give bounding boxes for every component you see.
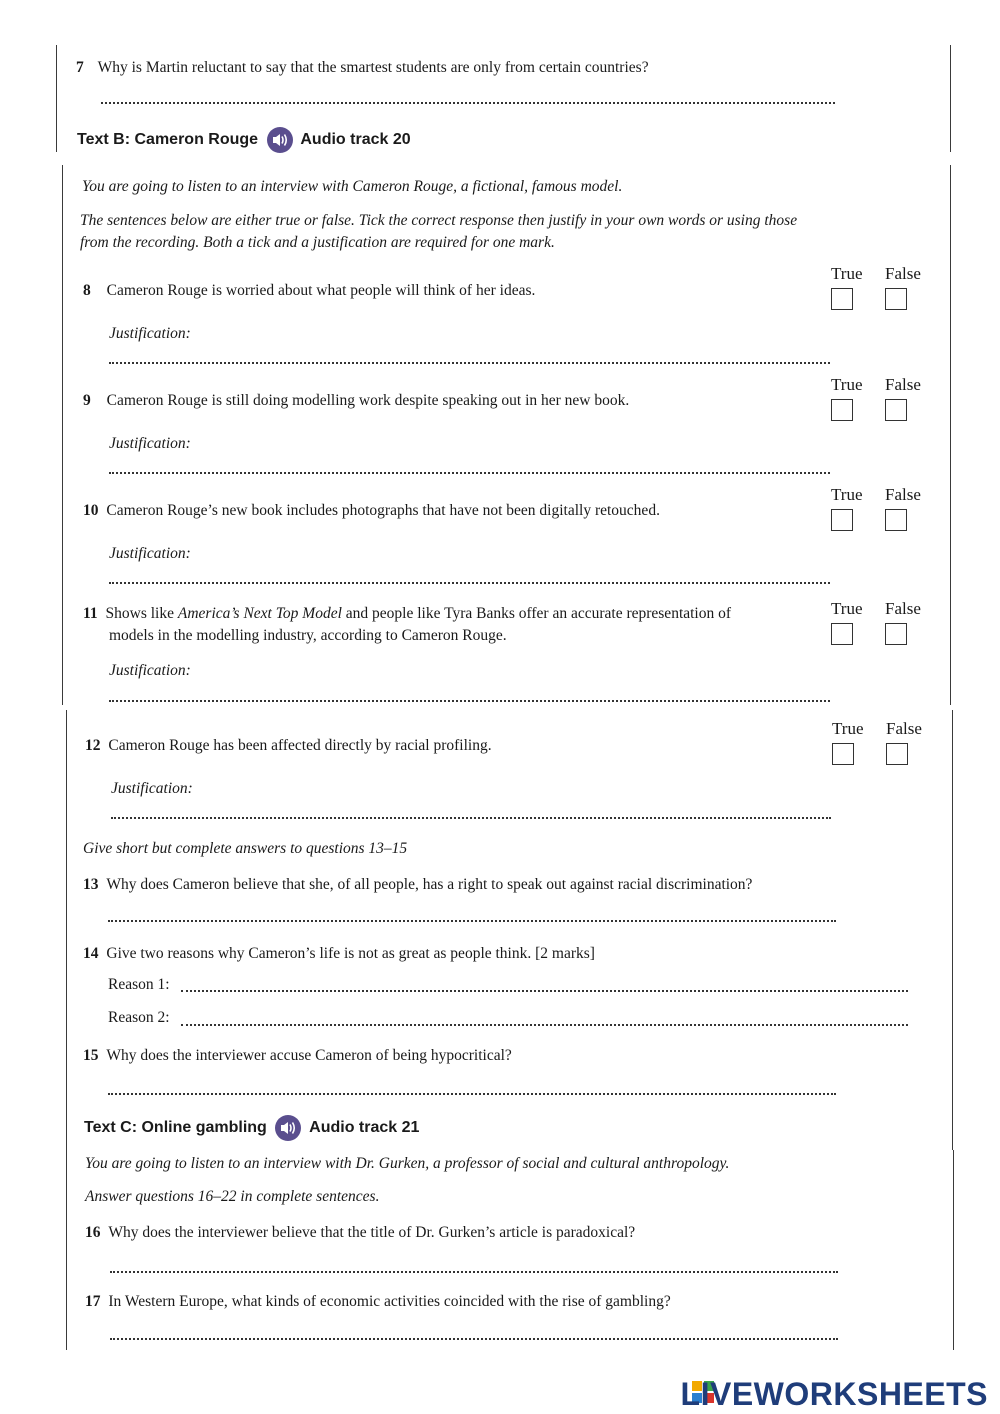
section-title: Text C: Online gambling [84,1119,267,1137]
section-title: Text B: Cameron Rouge [77,131,259,149]
true-label: True [831,264,863,283]
instruction-text: You are going to listen to an interview with Dr. Gurken, a professor of social and cultural anthropology. [85,1155,730,1172]
question-text: Why does Cameron believe that she, of all people, has a right to speak out against racial discrimination? [106,876,753,893]
false-checkbox-9[interactable] [885,399,907,421]
instruction-text: Give short but complete answers to questions 13–15 [83,840,408,857]
speaker-icon[interactable] [267,127,293,153]
answer-line-16[interactable] [110,1271,838,1273]
justification-line-9[interactable] [109,472,830,474]
false-checkbox-8[interactable] [885,288,907,310]
answer-line-13[interactable] [108,920,836,922]
audio-track-label: Audio track 20 [300,131,411,149]
question-number: 13 [83,876,99,893]
false-checkbox-10[interactable] [885,509,907,531]
question-12 [85,735,492,757]
false-label: False [885,599,921,618]
question-17 [85,1291,671,1313]
section-heading-text-c [84,1115,419,1141]
false-label: False [885,485,921,504]
question-14 [83,943,595,965]
question-text: Cameron Rouge has been affected directly by racial profiling. [108,737,492,754]
question-16 [85,1222,635,1244]
question-10 [83,500,660,522]
true-label: True [831,599,863,618]
reason-1-label: Reason 1: [108,976,170,993]
question-8 [83,280,535,302]
true-checkbox-8[interactable] [831,288,853,310]
justification-label: Justification: [109,325,191,342]
justification-line-8[interactable] [109,362,830,364]
false-label: False [886,719,922,738]
answer-line-15[interactable] [108,1093,836,1095]
question-9 [83,390,629,412]
question-number: 7 [76,59,84,76]
reason-2-label: Reason 2: [108,1009,170,1026]
false-checkbox-11[interactable] [885,623,907,645]
answer-line-17[interactable] [110,1338,838,1340]
justification-label: Justification: [109,662,191,679]
instruction-text: Answer questions 16–22 in complete sentences. [85,1188,380,1205]
audio-track-label: Audio track 21 [309,1119,420,1137]
true-checkbox-10[interactable] [831,509,853,531]
border-line [953,1150,954,1350]
question-text: In Western Europe, what kinds of economic activities coincided with the rise of gambling? [108,1293,671,1310]
question-number: 17 [85,1293,101,1310]
border-line [66,710,67,1150]
question-11-line-2: models in the modelling industry, according to Cameron Rouge. [109,627,507,644]
instruction-text: The sentences below are either true or false. Tick the correct response then justify in your own words or using those [80,212,798,229]
justification-line-10[interactable] [109,582,830,584]
false-label: False [885,375,921,394]
question-number: 10 [83,502,99,519]
instruction-text: from the recording. Both a tick and a justification are required for one mark. [80,234,555,251]
question-13 [83,874,752,896]
answer-line-7[interactable] [101,102,835,104]
true-checkbox-12[interactable] [832,743,854,765]
false-label: False [885,264,921,283]
question-text [106,605,732,622]
border-line [950,45,951,152]
question-text: Cameron Rouge’s new book includes photographs that have not been digitally retouched. [106,502,660,519]
reason-1-line[interactable] [181,990,908,992]
question-text-part: Shows like [105,605,178,622]
justification-line-12[interactable] [111,817,831,819]
question-number: 11 [83,605,98,622]
reason-2-line[interactable] [181,1024,908,1026]
border-line [66,1150,67,1350]
brand-logo-text: LIVEWORKSHEETS [680,1376,988,1412]
question-number: 12 [85,737,101,754]
question-15 [83,1045,512,1067]
justification-label: Justification: [109,545,191,562]
question-number: 9 [83,392,91,409]
question-text: Why does the interviewer accuse Cameron of being hypocritical? [106,1047,512,1064]
question-number: 15 [83,1047,99,1064]
border-line [62,165,63,705]
justification-label: Justification: [109,435,191,452]
true-label: True [831,375,863,394]
question-number: 16 [85,1224,101,1241]
question-text-part: and people like Tyra Banks offer an accurate representation of [341,605,732,622]
border-line [952,710,953,1150]
question-text: Why is Martin reluctant to say that the smartest students are only from certain countries? [97,59,649,76]
question-11 [83,603,823,625]
true-label: True [831,485,863,504]
section-heading-text-b [77,127,411,153]
instruction-text: You are going to listen to an interview with Cameron Rouge, a fictional, famous model. [82,178,623,195]
true-checkbox-11[interactable] [831,623,853,645]
question-number: 8 [83,282,91,299]
justification-line-11[interactable] [109,700,830,702]
question-number: 14 [83,945,99,962]
border-line [56,45,57,152]
question-text: Cameron Rouge is still doing modelling work despite speaking out in her new book. [106,392,630,409]
question-7 [76,57,649,79]
false-checkbox-12[interactable] [886,743,908,765]
true-label: True [832,719,864,738]
question-text: Cameron Rouge is worried about what people will think of her ideas. [106,282,536,299]
show-title: America’s Next Top Model [177,605,342,622]
border-line [950,165,951,705]
question-text: Why does the interviewer believe that the title of Dr. Gurken’s article is paradoxical? [108,1224,636,1241]
true-checkbox-9[interactable] [831,399,853,421]
question-text: Give two reasons why Cameron’s life is not as great as people think. [2 marks] [106,945,595,962]
speaker-icon[interactable] [275,1115,301,1141]
justification-label: Justification: [111,780,193,797]
